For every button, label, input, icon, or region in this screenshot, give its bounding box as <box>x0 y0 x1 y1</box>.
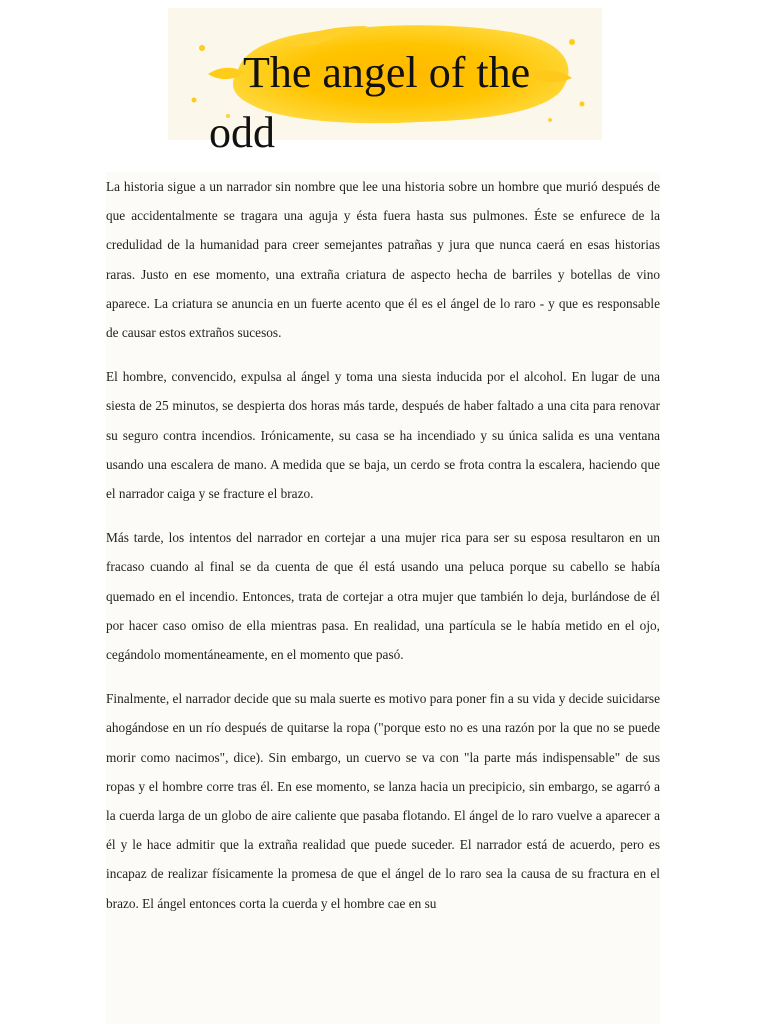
page-title: The angel of the <box>243 48 531 97</box>
paragraph: Más tarde, los intentos del narrador en cortejar a una mujer rica para ser su esposa resultaron en un fracaso cuando al final se da cuenta de que él está usando una peluca porque su cabello se había quemado en el incendio. Entonces, trata de cortejar a otra mujer que también lo deja, burlándose de él por hacer caso omiso de ella mientras pasa. En realidad, una partícula se le había metido en el ojo, cegándolo momentáneamente, en el momento que pasó. <box>106 530 660 663</box>
page-title-continued: odd <box>209 108 275 157</box>
story-body <box>106 172 660 1024</box>
paragraph: La historia sigue a un narrador sin nombre que lee una historia sobre un hombre que murió después de que accidentalmente se tragara una aguja y ésta fuera hasta sus pulmones. Éste se enfurece de la credulidad de la humanidad para creer semejantes patrañas y jura que nunca caerá en esas historias raras. Justo en ese momento, una extraña criatura de aspecto hecha de barriles y botellas de vino aparece. La criatura se anuncia en un fuerte acento que él es el ángel de lo raro - y que es responsable de causar estos extraños sucesos. <box>106 179 660 341</box>
paragraph: El hombre, convencido, expulsa al ángel y toma una siesta inducida por el alcohol. En lugar de una siesta de 25 minutos, se despierta dos horas más tarde, después de haber faltado a una cita para renovar su seguro contra incendios. Irónicamente, su casa se ha incendiado y su única salida es una ventana usando una escalera de mano. A medida que se baja, un cerdo se frota contra la escalera, haciendo que el narrador caiga y se fracture el brazo. <box>106 369 660 502</box>
paragraph: Finalmente, el narrador decide que su mala suerte es motivo para poner fin a su vida y decide suicidarse ahogándose en un río después de quitarse la ropa ("porque esto no es una razón por la que no se puede morir como nacimos", dice). Sin embargo, un cuervo se va con "la parte más indispensable" de sus ropas y el hombre corre tras él. En ese momento, se lanza hacia un precipicio, sin embargo, se agarró a la cuerda larga de un globo de aire caliente que pasaba flotando. El ángel de lo raro vuelve a aparecer a él y le hace admitir que la extraña realidad que puede suceder. El narrador está de acuerdo, pero es incapaz de realizar físicamente la promesa de que el ángel de lo raro sea la causa de su fractura en el brazo. El ángel entonces corta la cuerda y el hombre cae en su <box>106 691 660 911</box>
